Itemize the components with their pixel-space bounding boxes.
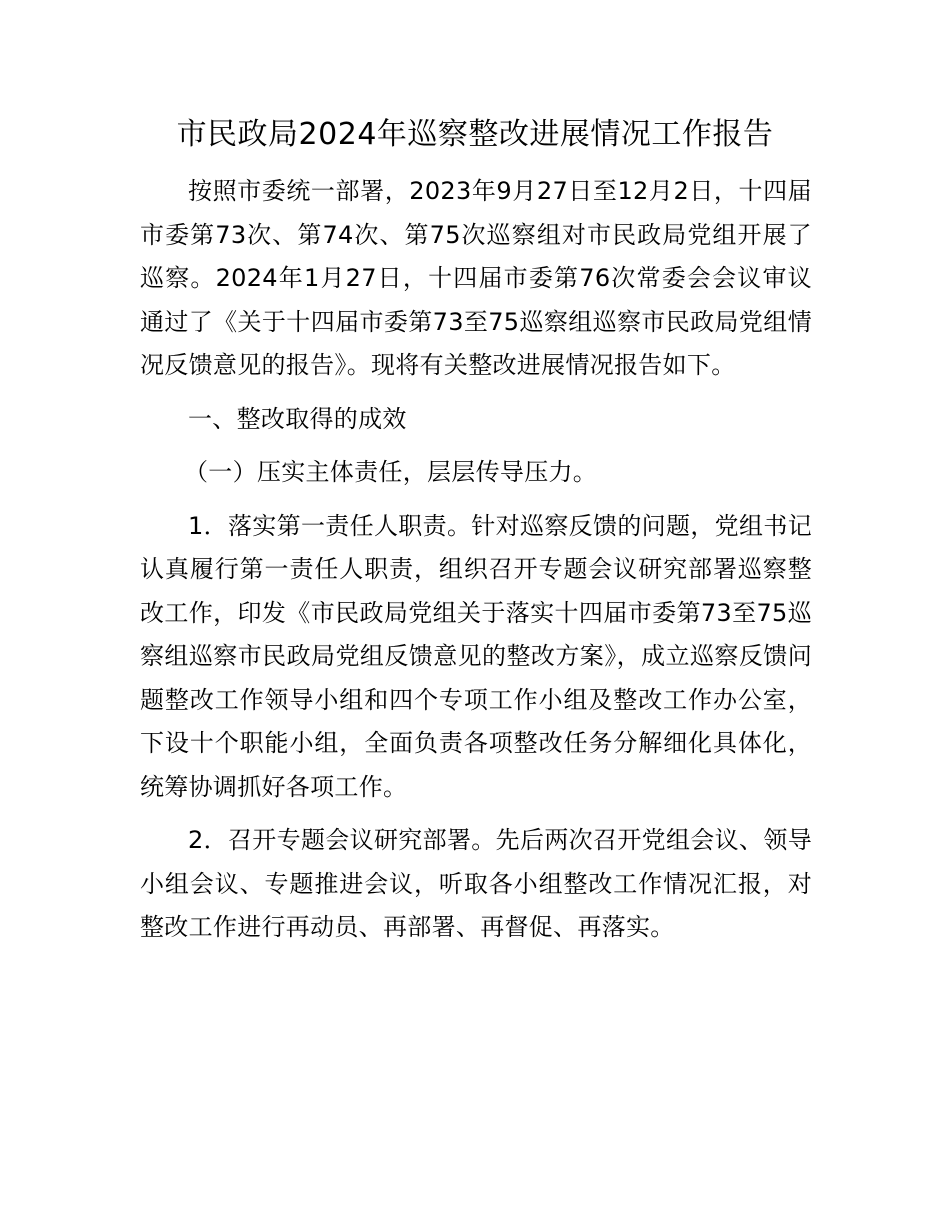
subsection-heading-responsibility: （一）压实主体责任，层层传导压力。	[184, 458, 598, 486]
intro-paragraph: 按照市委统一部署，2023年9月27日至12月2日，十四届市委第73次、第74次、第75次巡察组对市民政局党组开展了巡察。2024年1月27日，十四届市委第76次常委会会议审议通过了《关于十四届市委第73至75巡察组巡察市民政局党组情况反馈意见的报告》。现将有关整改进展情况报告如下。	[140, 177, 812, 379]
item-paragraph-2: 2．召开专题会议研究部署。先后两次召开党组会议、领导小组会议、专题推进会议，听取各小组整改工作情况汇报，对整改工作进行再动员、再部署、再督促、再落实。	[140, 826, 812, 941]
document-body	[140, 170, 812, 950]
section-heading-achievements: 一、整改取得的成效	[188, 404, 407, 433]
document-title: 市民政局2024年巡察整改进展情况工作报告	[176, 117, 774, 152]
item-paragraph-1: 1．落实第一责任人职责。针对巡察反馈的问题，党组书记认真履行第一责任人职责，组织召开专题会议研究部署巡察整改工作，印发《市民政局党组关于落实十四届市委第73至75巡察组巡察市民政局党组反馈意见的整改方案》，成立巡察反馈问题整改工作领导小组和四个专项工作小组及整改工作办公室，下设十个职能小组，全面负责各项整改任务分解细化具体化，统筹协调抓好各项工作。	[140, 511, 812, 801]
